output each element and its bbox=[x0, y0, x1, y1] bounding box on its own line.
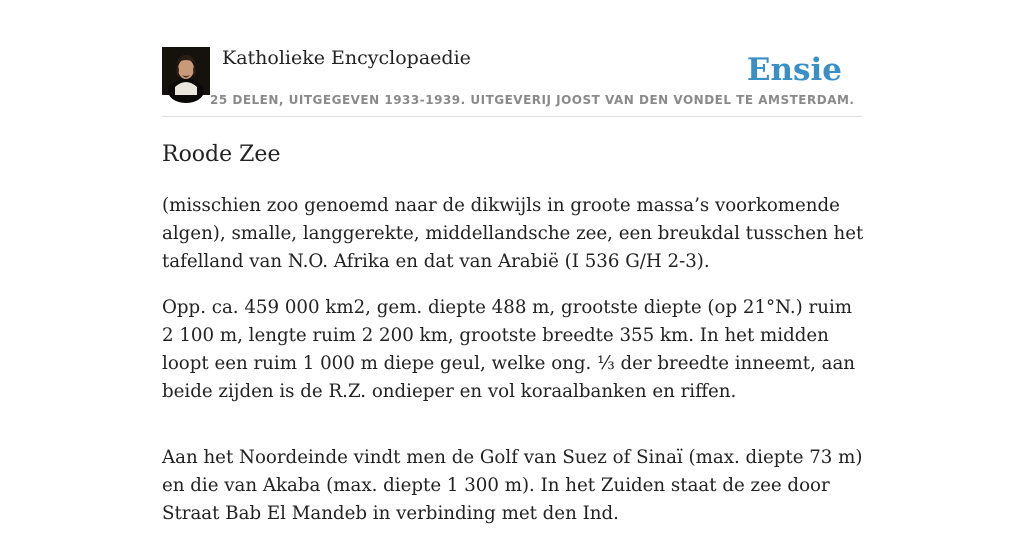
source-subtitle: 25 DELEN, UITGEGEVEN 1933-1939. UITGEVERIJ JOOST VAN DEN VONDEL TE AMSTERDAM. bbox=[210, 93, 855, 107]
paragraph: Opp. ca. 459 000 km2, gem. diepte 488 m, grootste diepte (op 21°N.) ruim 2 100 m, lengte ruim 2 200 km, grootste breedte 355 km. In het midden loopt een ruim 1 000 m diepe geul, welke ong. ⅓ der breedte inneemt, aan beide zijden is de R.Z. ondieper en vol koraalbanken en riffen. bbox=[162, 297, 856, 402]
source-header bbox=[162, 46, 862, 117]
paragraph: Aan het Noordeinde vindt men de Golf van Suez of Sinaï (max. diepte 73 m) en die van Akaba (max. diepte 1 300 m). In het Zuiden staat de zee door Straat Bab El Mandeb in verbinding met den Ind. bbox=[162, 447, 863, 524]
paragraph: (misschien zoo genoemd naar de dikwijls in groote massa’s voorkomende algen), smalle, langgerekte, middellandsche zee, een breukdal tusschen het tafelland van N.O. Afrika en dat van Arabië (I 536 G/H 2-3). bbox=[162, 195, 864, 272]
brand-logo[interactable]: Ensie bbox=[746, 52, 842, 88]
source-title[interactable]: Katholieke Encyclopaedie bbox=[222, 47, 471, 69]
article-title: Roode Zee bbox=[162, 142, 281, 167]
portrait-avatar-icon[interactable] bbox=[162, 47, 210, 95]
article-body bbox=[162, 192, 864, 546]
